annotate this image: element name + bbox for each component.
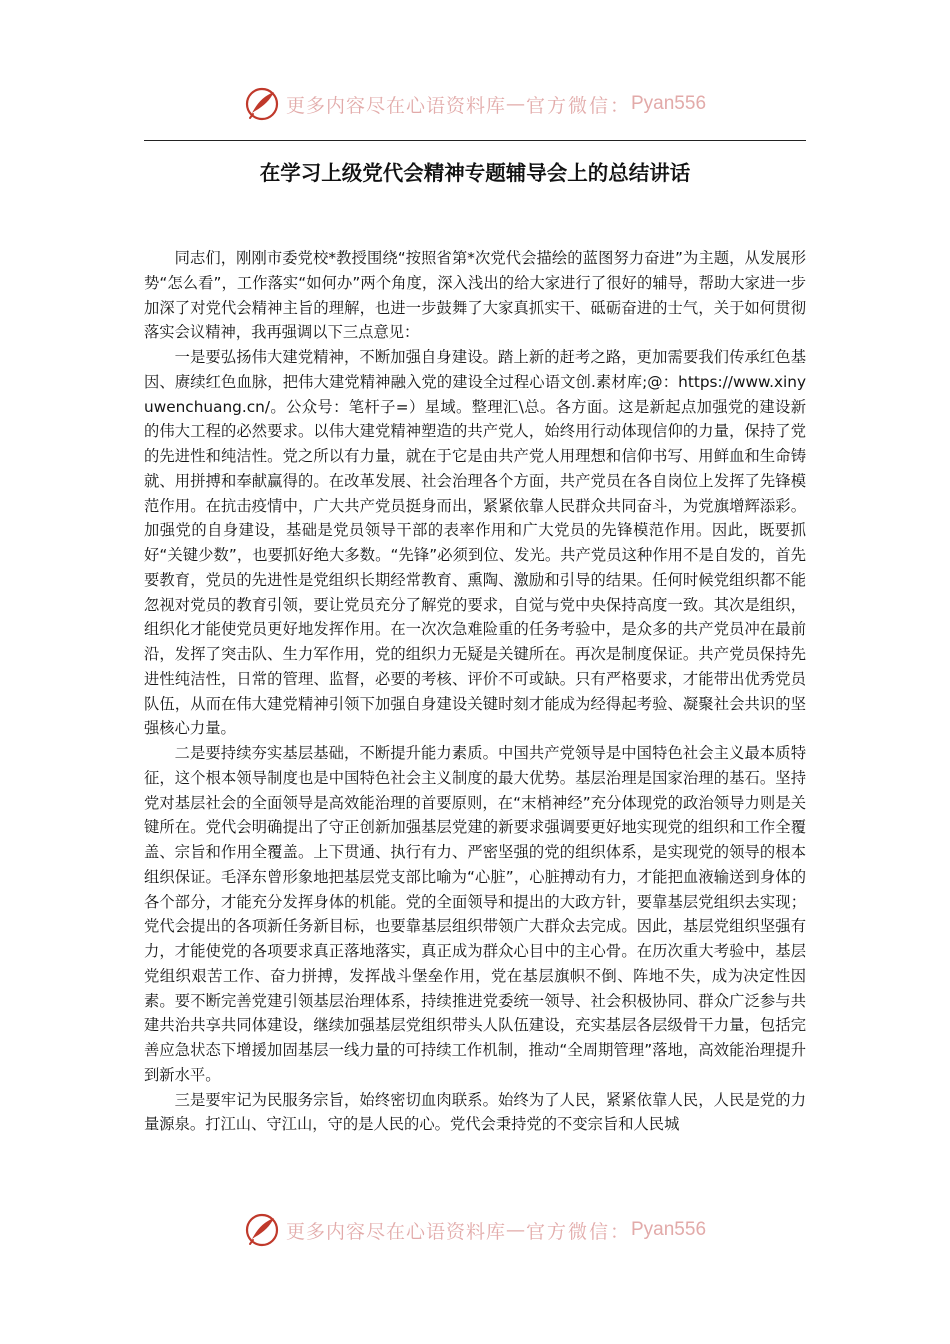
header-banner[interactable]	[0, 82, 950, 126]
paragraph-point-two: 二是要持续夯实基层基础，不断提升能力素质。中国共产党领导是中国特色社会主义最本质特征，这个根本领导制度也是中国特色社会主义制度的最大优势。基层治理是国家治理的基石。坚持党对基层社会的全面领导是高效能治理的首要原则，在“末梢神经”充分体现党的政治领导力则是关键所在。党代会明确提出了守正创新加强基层党建的新要求强调要更好地实现党的组织和工作全覆盖、宗旨和作用全覆盖。上下贯通、执行有力、严密坚强的党的组织体系，是实现党的领导的根本组织保证。毛泽东曾形象地把基层党支部比喻为“心脏”，心脏搏动有力，才能把血液输送到身体的各个部分，才能充分发挥身体的机能。党的全面领导和提出的大政方针，要靠基层党组织去实现；党代会提出的各项新任务新目标，也要靠基层组织带领广大群众去完成。因此，基层党组织坚强有力，才能使党的各项要求真正落地落实，真正成为群众心目中的主心骨。在历次重大考验中，基层党组织艰苦工作、奋力拼搏，发挥战斗堡垒作用，党在基层旗帜不倒、阵地不失，成为决定性因素。要不断完善党建引领基层治理体系，持续推进党委统一领导、社会积极协同、群众广泛参与共建共治共享共同体建设，继续加强基层党组织带头人队伍建设，充实基层各层级骨干力量，包括完善应急状态下增援加固基层一线力量的可持续工作机制，推动“全周期管理”落地，高效能治理提升到新水平。	[144, 744, 806, 1084]
banner-text: 更多内容尽在心语资料库	[285, 94, 506, 117]
banner-wechat-id: Pyan556	[631, 1219, 707, 1240]
document-title: 在学习上级党代会精神专题辅导会上的总结讲话	[259, 161, 691, 185]
banner-text: 更多内容尽在心语资料库	[285, 1220, 506, 1243]
header-rule	[144, 140, 806, 141]
footer-banner[interactable]	[0, 1208, 950, 1252]
paragraph-point-one: 一是要弘扬伟大建党精神，不断加强自身建设。踏上新的赶考之路，更加需要我们传承红色基因、赓续红色血脉，把伟大建党精神融入党的建设全过程心语文创.素材库;@：https://www.xinyuwenchuang.cn/。公众号：笔杆子=）星域。整理汇\总。各方面。这是新起点加强党的建设新的伟大工程的必然要求。以伟大建党精神塑造的共产党人，始终用行动体现信仰的力量，保持了党的先进性和纯洁性。党之所以有力量，就在于它是由共产党人用理想和信仰书写、用鲜血和生命铸就、用拼搏和奉献赢得的。在改革发展、社会治理各个方面，共产党员在各自岗位上发挥了先锋模范作用。在抗击疫情中，广大共产党员挺身而出，紧紧依靠人民群众共同奋斗，为党旗增辉添彩。加强党的自身建设，基础是党员领导干部的表率作用和广大党员的先锋模范作用。因此，既要抓好“关键少数”，也要抓好绝大多数。“先锋”必须到位、发光。共产党员这种作用不是自发的，首先要教育，党员的先进性是党组织长期经常教育、熏陶、激励和引导的结果。任何时候党组织都不能忽视对党员的教育引领，要让党员充分了解党的要求，自觉与党中央保持高度一致。其次是组织，组织化才能使党员更好地发挥作用。在一次次急难险重的任务考验中，是众多的共产党员冲在最前沿，发挥了突击队、生力军作用，党的组织力无疑是关键所在。再次是制度保证。共产党员保持先进性纯洁性，日常的管理、监督，必要的考核、评价不可或缺。只有严格要求，才能带出优秀党员队伍，从而在伟大建党精神引领下加强自身建设关键时刻才能成为经得起考验、凝聚社会共识的坚强核心力量。	[144, 348, 806, 738]
banner-dash: —	[505, 1219, 526, 1241]
banner-wechat-id: Pyan556	[631, 93, 707, 114]
paragraph-point-three: 三是要牢记为民服务宗旨，始终密切血肉联系。始终为了人民，紧紧依靠人民，人民是党的力量源泉。打江山、守江山，守的是人民的心。党代会秉持党的不变宗旨和人民城	[144, 1090, 806, 1134]
banner-dash: —	[505, 93, 526, 115]
document-body	[144, 246, 806, 1137]
banner-wechat-label: 官方微信：	[525, 1220, 631, 1243]
paragraph-intro: 同志们，刚刚市委党校*教授围绕“按照省第*次党代会描绘的蓝图努力奋进”为主题，从发展形势“怎么看”，工作落实“如何办”两个角度，深入浅出的给大家进行了很好的辅导，帮助大家进一步加深了对党代会精神主旨的理解，也进一步鼓舞了大家真抓实干、砥砺奋进的士气，关于如何贯彻落实会议精神，我再强调以下三点意见：	[144, 249, 806, 342]
quill-logo-icon	[244, 86, 280, 122]
banner-wechat-label: 官方微信：	[525, 94, 631, 117]
quill-logo-icon	[244, 1212, 280, 1248]
